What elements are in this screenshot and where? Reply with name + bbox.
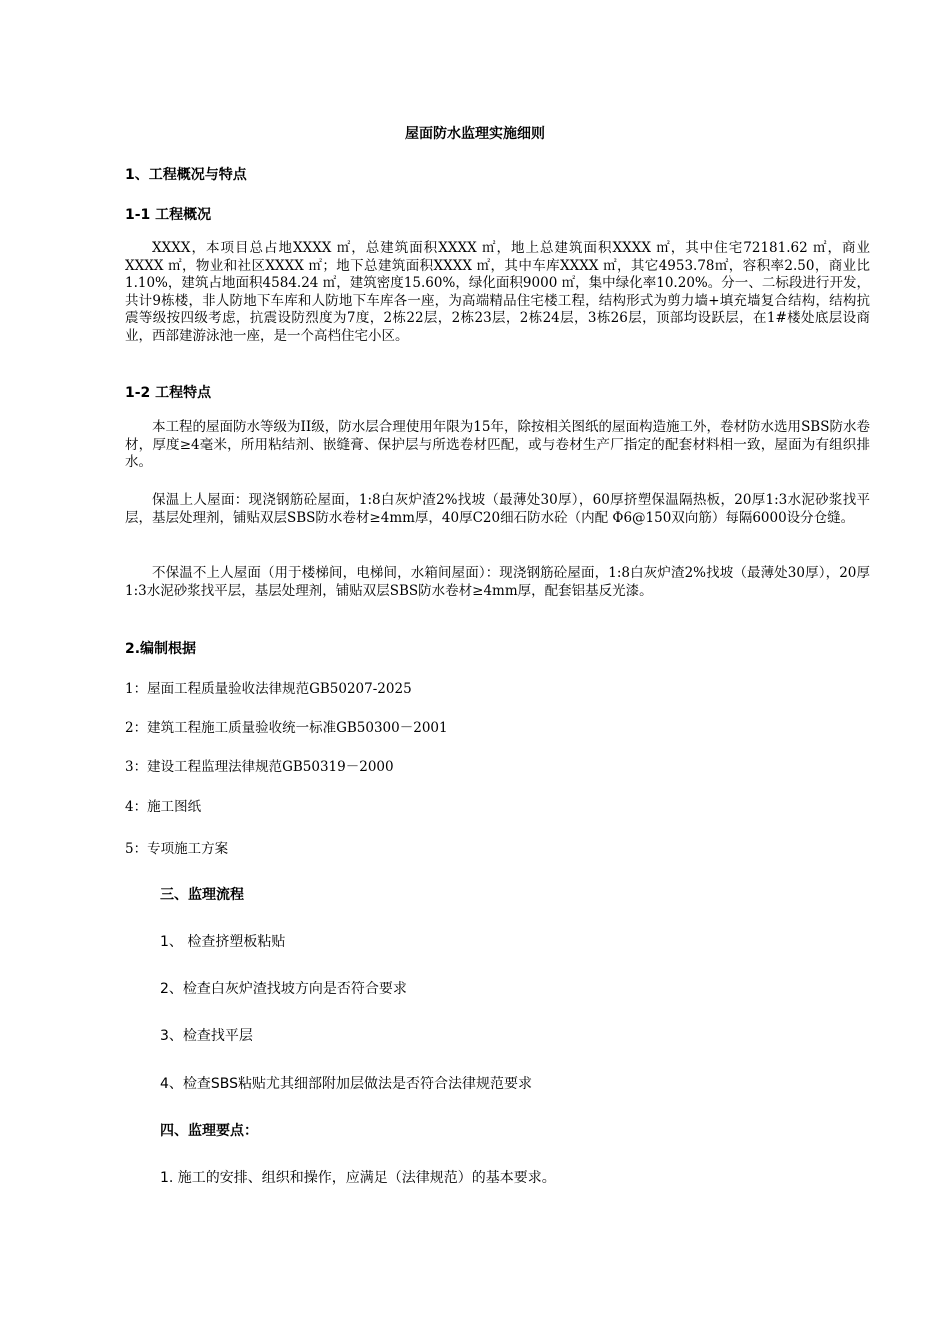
section-3-heading: 三、监理流程 [160,887,244,903]
basis-item-3: 3：建设工程监理法律规范GB50319－2000 [125,759,394,775]
project-features-paragraph: 本工程的屋面防水等级为II级，防水层合理使用年限为15年，除按相关图纸的屋面构造施工外，卷材防水选用SBS防水卷材，厚度≥4毫米，所用粘结剂、嵌缝膏、保护层与所选卷材匹配，或与卷材生产厂指定的配套材料相一致，屋面为有组织排水。 [125,419,870,470]
basis-item-5: 5：专项施工方案 [125,841,229,857]
process-step-3: 3、检查找平层 [160,1028,253,1044]
process-step-4: 4、检查SBS粘贴尤其细部附加层做法是否符合法律规范要求 [160,1076,533,1092]
insulated-roof-paragraph: 保温上人屋面：现浇钢筋砼屋面，1:8白灰炉渣2%找坡（最薄处30厚），60厚挤塑保温隔热板，20厚1:3水泥砂浆找平层，基层处理剂，铺贴双层SBS防水卷材≥4mm厚，40厚C20细石防水砼（内配 Φ6@150双向筋）每隔6000设分仓缝。 [125,492,870,526]
basis-item-2: 2：建筑工程施工质量验收统一标准GB50300－2001 [125,720,448,736]
non-insulated-roof-paragraph: 不保温不上人屋面（用于楼梯间，电梯间，水箱间屋面）：现浇钢筋砼屋面，1:8白灰炉渣2%找坡（最薄处30厚），20厚1:3水泥砂浆找平层，基层处理剂，铺贴双层SBS防水卷材≥4mm厚，配套铝基反光漆。 [125,565,870,599]
basis-item-4: 4：施工图纸 [125,799,202,815]
basis-item-1: 1：屋面工程质量验收法律规范GB50207-2025 [125,681,412,697]
process-step-1: 1、 检查挤塑板粘贴 [160,934,286,950]
document-title: 屋面防水监理实施细则 [405,126,545,142]
section-1-2-heading: 1-2 工程特点 [125,385,212,401]
process-step-2: 2、检查白灰炉渣找坡方向是否符合要求 [160,981,407,997]
section-2-heading: 2.编制根据 [125,641,197,657]
key-point-1: 1. 施工的安排、组织和操作，应满足（法律规范）的基本要求。 [160,1170,556,1186]
section-1-heading: 1、工程概况与特点 [125,167,247,183]
section-4-heading: 四、监理要点： [160,1123,258,1139]
project-overview-paragraph: XXXX，本项目总占地XXXX ㎡，总建筑面积XXXX ㎡，地上总建筑面积XXXX ㎡，其中住宅72181.62 ㎡，商业XXXX ㎡，物业和社区XXXX ㎡；地下总建筑面积XXXX ㎡，其中车库XXXX ㎡，其它4953.78㎡，容积率2.50，商业比1.10%，建筑占地面积4584.24 ㎡，建筑密度15.60%，绿化面积9000 ㎡，集中绿化率10.20%。分一、二标段进行开发，共计9栋楼，非人防地下车库和人防地下车库各一座，为高端精品住宅楼工程，结构形式为剪力墙+填充墙复合结构，结构抗震等级按四级考虑，抗震设防烈度为7度，2栋22层，2栋23层，2栋24层，3栋26层，顶部均设跃层，在1#楼处底层设商业，西部建游泳池一座，是一个高档住宅小区。 [125,240,870,344]
section-1-1-heading: 1-1 工程概况 [125,207,212,223]
